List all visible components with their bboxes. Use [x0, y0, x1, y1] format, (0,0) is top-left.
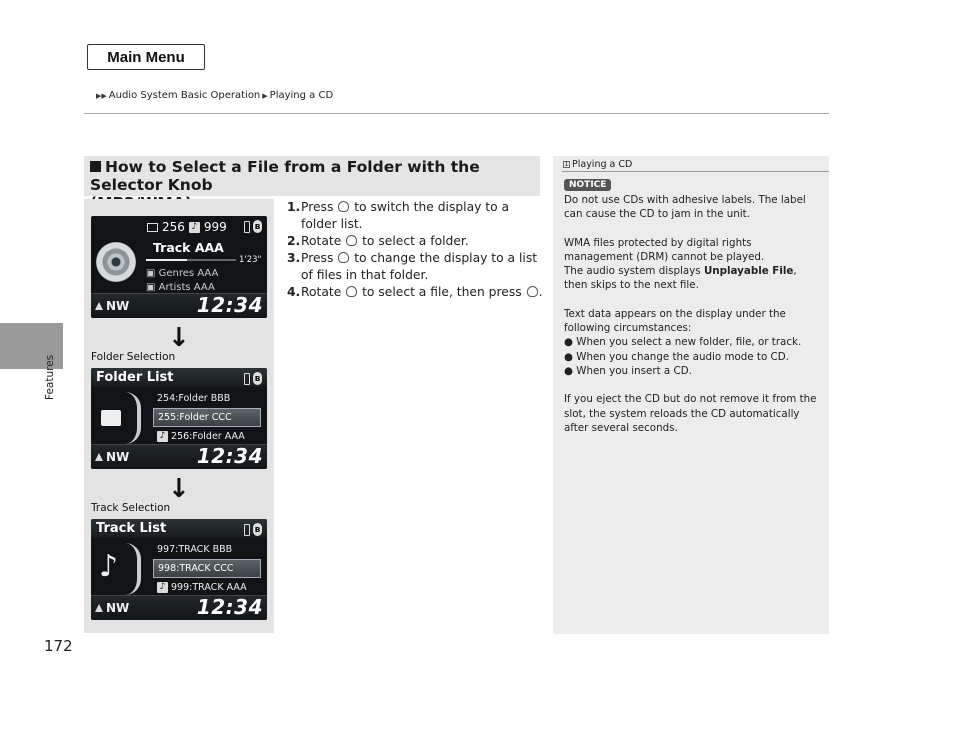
status-icons — [244, 523, 262, 536]
instruction-steps — [287, 199, 543, 301]
folder-selection-caption: Folder Selection — [91, 351, 176, 363]
genre-label — [146, 268, 218, 279]
heading-square-icon — [90, 161, 101, 172]
breadcrumb-arrow-icon: ▶ — [262, 91, 268, 100]
step-text: to select a folder. — [362, 234, 469, 248]
compass-heading — [95, 601, 129, 615]
folder-list-title: Folder List — [96, 370, 174, 385]
track-list-screen — [91, 519, 267, 620]
note-icon: ♪ — [157, 582, 168, 593]
bluetooth-icon: ʙ — [254, 373, 261, 384]
step-2 — [287, 233, 543, 250]
step-number: 2. — [287, 234, 301, 248]
clock: 12:34 — [196, 595, 263, 619]
screen-status-bar — [91, 595, 267, 620]
genre-text: Genres AAA — [158, 268, 219, 279]
folder-list-item-text: 256:Folder AAA — [171, 431, 245, 442]
clock: 12:34 — [196, 293, 263, 317]
heading-text: NW — [106, 299, 130, 313]
reference-marker-icon: 1 — [564, 161, 569, 168]
track-list-item[interactable]: 997:TRACK BBB — [157, 544, 233, 555]
unplayable-file-label: Unplayable File — [703, 265, 794, 278]
step-1 — [287, 199, 543, 233]
progress-fill — [146, 259, 187, 261]
main-menu-button[interactable]: Main Menu — [87, 44, 205, 70]
heading-line-1: How to Select a File from a Folder with the Selector Knob — [90, 158, 480, 194]
knob-press-icon — [338, 201, 349, 212]
step-text: to select a file, then press — [362, 285, 522, 299]
list-curve-decoration — [125, 392, 141, 444]
step-number: 3. — [287, 251, 301, 265]
drm-paragraph — [564, 236, 822, 293]
music-note-icon: ♪ — [99, 549, 119, 584]
knob-press-icon — [527, 286, 538, 297]
text-data-intro: Text data appears on the display under the following circumstances: — [564, 307, 786, 335]
down-arrow-icon: ↓ — [168, 474, 190, 504]
notes-body — [564, 193, 822, 449]
clock: 12:34 — [196, 444, 263, 468]
track-list — [153, 540, 261, 597]
artist-icon: ▣ — [146, 282, 159, 293]
notes-title — [563, 159, 632, 170]
section-label: Features — [44, 354, 56, 400]
step-text: to change the display to a list of files in that folder. — [301, 251, 538, 282]
step-text: Rotate — [301, 285, 342, 299]
notes-title-text: Playing a CD — [572, 159, 633, 170]
folder-list — [153, 389, 261, 446]
phone-icon — [244, 524, 250, 536]
notes-divider — [562, 171, 829, 172]
cd-disc-icon — [96, 242, 136, 282]
bullet-item: ● When you change the audio mode to CD. — [564, 350, 789, 363]
compass-icon — [95, 604, 103, 612]
genre-icon: ▣ — [146, 268, 159, 279]
status-icons — [244, 372, 262, 385]
track-selection-caption: Track Selection — [91, 502, 171, 514]
bullet-item: ● When you insert a CD. — [564, 364, 692, 377]
elapsed-time: 1'23" — [239, 255, 262, 265]
folder-list-item-selected[interactable]: 255:Folder CCC — [153, 408, 261, 427]
folder-icon — [101, 410, 121, 426]
folder-count: 256 — [162, 220, 185, 234]
unplayable-text: The audio system displays — [564, 265, 701, 278]
folder-count-icon — [147, 223, 158, 232]
compass-icon — [95, 302, 103, 310]
track-counts — [147, 220, 227, 234]
knob-rotate-icon — [346, 235, 357, 246]
step-number: 1. — [287, 200, 301, 214]
step-text: . — [538, 285, 543, 299]
notice-text: Do not use CDs with adhesive labels. The label can cause the CD to jam in the unit. — [564, 194, 806, 221]
track-list-item-text: 999:TRACK AAA — [171, 582, 247, 593]
screen-status-bar — [91, 293, 267, 318]
artist-text: Artists AAA — [158, 282, 215, 293]
track-count: 999 — [203, 220, 227, 234]
breadcrumb-item-audio-basic[interactable]: Audio System Basic Operation — [108, 90, 261, 101]
bluetooth-icon: ʙ — [254, 524, 261, 535]
step-text: Rotate — [301, 234, 342, 248]
down-arrow-icon: ↓ — [168, 323, 190, 353]
breadcrumb-arrow-icon: ▶▶ — [96, 91, 107, 100]
folder-list-screen — [91, 368, 267, 469]
bullet-item: ● When you select a new folder, file, or track. — [564, 336, 802, 349]
track-list-item-selected[interactable]: 998:TRACK CCC — [153, 559, 261, 578]
knob-press-icon — [338, 252, 349, 263]
step-text: Press — [301, 251, 334, 265]
folder-list-item[interactable]: 254:Folder BBB — [157, 393, 231, 404]
page-number: 172 — [44, 637, 73, 655]
heading-text: NW — [106, 601, 130, 615]
compass-heading — [95, 299, 129, 313]
progress-bar — [146, 259, 236, 261]
heading-text: NW — [106, 450, 130, 464]
header-divider — [84, 113, 829, 114]
knob-rotate-icon — [346, 286, 357, 297]
track-list-title: Track List — [96, 521, 167, 536]
breadcrumb — [96, 90, 333, 101]
playback-screen — [91, 216, 267, 318]
step-number: 4. — [287, 285, 301, 299]
step-text: to switch the display to a folder list. — [301, 200, 510, 231]
note-icon: ♪ — [157, 431, 168, 442]
compass-icon — [95, 453, 103, 461]
compass-heading — [95, 450, 129, 464]
eject-text: If you eject the CD but do not remove it from the slot, the system reloads the CD automatically after several seconds. — [564, 393, 817, 434]
step-3 — [287, 250, 543, 284]
artist-label — [146, 282, 215, 293]
list-curve-decoration — [125, 543, 141, 595]
section-heading — [84, 156, 540, 196]
track-title: Track AAA — [153, 240, 224, 255]
text-data-paragraph — [564, 307, 822, 378]
drm-text: WMA files protected by digital rights management (DRM) cannot be played. — [564, 236, 765, 263]
phone-icon — [244, 373, 250, 385]
bluetooth-icon: ʙ — [254, 221, 261, 232]
status-icons — [244, 220, 262, 233]
track-count-icon: ♪ — [189, 222, 200, 233]
step-text: Press — [301, 200, 334, 214]
breadcrumb-item-playing-cd[interactable]: Playing a CD — [269, 90, 334, 101]
screen-status-bar — [91, 444, 267, 469]
step-4 — [287, 284, 543, 301]
screens-panel — [84, 199, 274, 633]
notes-sidebar — [553, 156, 829, 634]
phone-icon — [244, 221, 250, 233]
notice-badge: NOTICE — [564, 179, 611, 191]
unplayable-text: , then skips to the next file. — [564, 265, 797, 292]
